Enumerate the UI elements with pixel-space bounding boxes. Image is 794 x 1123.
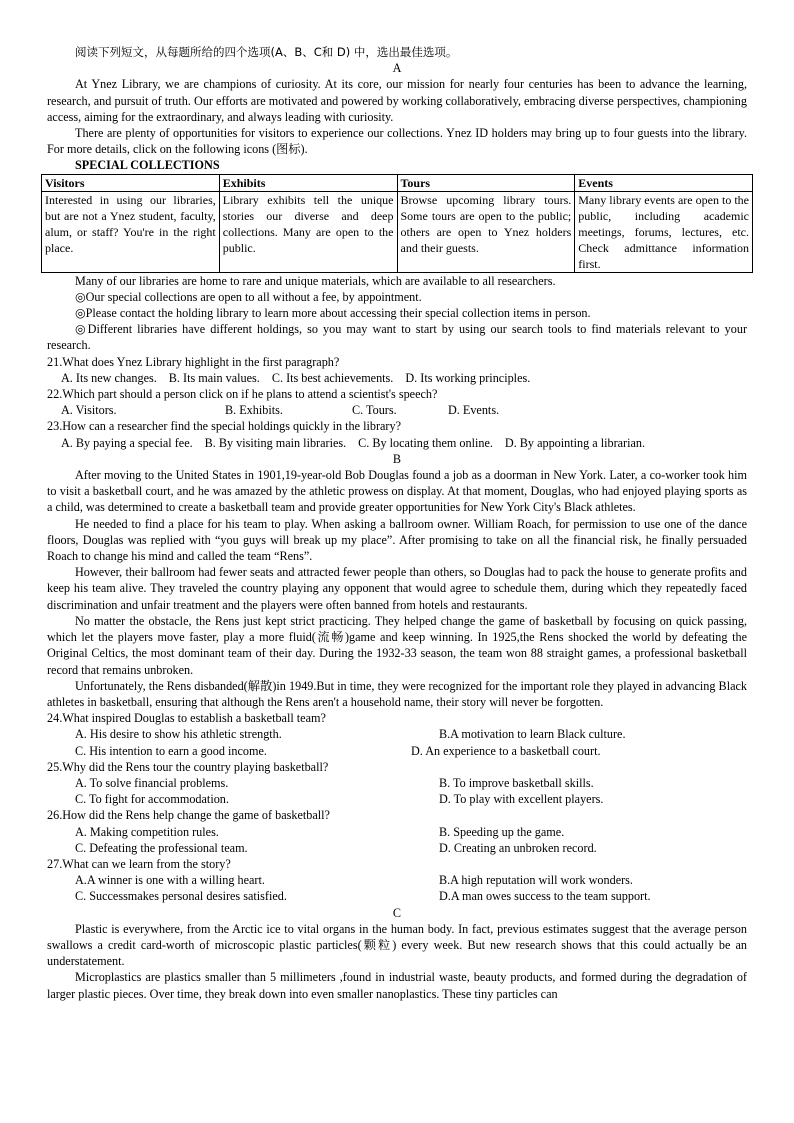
option-c[interactable]: C. Tours. <box>352 403 397 418</box>
option-b[interactable]: B. Speeding up the game. <box>439 824 565 839</box>
passage-b-paragraph: Unfortunately, the Rens disbanded(解散)in 1949.But in time, they were recognized for the important role they played in advancing Black athletes in basketball, ensuring that although the Rens aren't a household name, their story will never be forgotten. <box>47 678 747 709</box>
option-a[interactable]: A. To solve financial problems. <box>75 775 229 790</box>
passage-b-paragraph: No matter the obstacle, the Rens just kept strict practicing. They helped change the game of basketball by focusing on quick passing, which let the players move faster, play a more fluid(流畅)game and keep winning. In 1925,the Rens shocked the world by defeating the Original Celtics, the most dominant team of their day. During the 1932-33 season, the team won 88 straight games, a professional basketball record that remains unbroken. <box>47 613 747 677</box>
exam-page <box>47 44 747 1002</box>
option-a[interactable]: A. His desire to show his athletic strength. <box>75 727 282 742</box>
tab-tours[interactable]: Tours <box>397 174 575 191</box>
passage-a-paragraph: There are plenty of opportunities for visitors to experience our collections. Ynez ID holders may bring up to four guests into the library. For more details, click on the following icons (图标). <box>47 126 747 157</box>
option-c[interactable]: C. Successmakes personal desires satisfied. <box>75 889 287 904</box>
question-27: 27.What can we learn from the story? <box>47 856 231 871</box>
option-c[interactable]: C. By locating them online. <box>358 435 493 450</box>
question-23: 23.How can a researcher find the special holdings quickly in the library? <box>47 419 401 434</box>
option-a[interactable]: A. Making competition rules. <box>75 824 219 839</box>
question-21: 21.What does Ynez Library highlight in the first paragraph? <box>47 354 340 369</box>
option-b[interactable]: B.A motivation to learn Black culture. <box>439 727 626 742</box>
option-a[interactable]: A. By paying a special fee. <box>61 435 193 450</box>
table-cell-visitors: Interested in using our libraries, but are not a Ynez student, faculty, alum, or staff? You're in the right place. <box>42 191 220 272</box>
special-collections-title: SPECIAL COLLECTIONS <box>75 158 220 173</box>
option-b[interactable]: B.A high reputation will work wonders. <box>439 873 633 888</box>
option-a[interactable]: A. Visitors. <box>61 403 117 418</box>
options-21 <box>47 370 747 386</box>
instruction: 阅读下列短文，从每题所给的四个选项(A、B、C和 D) 中，选出最佳选项。 <box>75 45 458 59</box>
option-c[interactable]: C. Defeating the professional team. <box>75 840 248 855</box>
options-23 <box>47 435 747 451</box>
table-cell-exhibits: Library exhibits tell the unique stories our diverse and deep collections. Many are open to the public. <box>219 191 397 272</box>
bullet-item: ◎Different libraries have different holdings, so you may want to start by using our search tools to find materials relevant to your research. <box>47 322 747 353</box>
passage-b-paragraph: However, their ballroom had fewer seats and attracted fewer people than others, so Douglas had to pack the house to generate profits and keep his team alive. They traveled the country playing any opponent that would agree to schedule them, during which they repeatedly faced discrimination and unfair treatment and the players were often banned from hotels and restaurants. <box>47 565 747 612</box>
option-c[interactable]: C. His intention to earn a good income. <box>75 743 267 758</box>
option-d[interactable]: D. Events. <box>448 403 500 418</box>
passage-b-paragraph: He needed to find a place for his team to play. When asking a ballroom owner. William Roach, for permission to use one of the dance floors, Douglas was replied with “you guys will break up my place”. After promising to take on all the financial risk, he finally persuaded Roach to change his mind and called the team “Rens”. <box>47 516 747 564</box>
bullet-item: ◎Please contact the holding library to learn more about accessing their special collection items in person. <box>75 306 591 321</box>
bullet-item: ◎Our special collections are open to all without a fee, by appointment. <box>75 289 422 304</box>
option-b[interactable]: B. By visiting main libraries. <box>204 435 347 450</box>
option-c[interactable]: C. To fight for accommodation. <box>75 792 229 807</box>
options-27-row2 <box>47 888 747 904</box>
tab-exhibits[interactable]: Exhibits <box>219 174 397 191</box>
table-cell-tours: Browse upcoming library tours. Some tours are open to the public; others are open to Ynez holders and their guests. <box>397 191 575 272</box>
option-d[interactable]: D. Creating an unbroken record. <box>439 840 597 855</box>
question-22: 22.Which part should a person click on if he plans to attend a scientist's speech? <box>47 387 438 402</box>
tab-events[interactable]: Events <box>575 174 753 191</box>
question-24: 24.What inspired Douglas to establish a basketball team? <box>47 711 326 726</box>
option-d[interactable]: D. Its working principles. <box>405 370 531 385</box>
option-a[interactable]: A. Its new changes. <box>61 370 157 385</box>
passage-a-label: A <box>392 61 402 76</box>
options-26-row1 <box>47 824 747 840</box>
question-25: 25.Why did the Rens tour the country playing basketball? <box>47 759 329 774</box>
option-d[interactable]: D. By appointing a librarian. <box>504 435 646 450</box>
options-22 <box>47 402 747 418</box>
option-a[interactable]: A.A winner is one with a willing heart. <box>75 873 265 888</box>
option-d[interactable]: D. An experience to a basketball court. <box>411 743 601 758</box>
option-d[interactable]: D. To play with excellent players. <box>439 792 604 807</box>
option-c[interactable]: C. Its best achievements. <box>271 370 394 385</box>
options-24-row1 <box>47 726 747 742</box>
option-b[interactable]: B. Exhibits. <box>225 403 283 418</box>
options-27-row1 <box>47 872 747 888</box>
options-24-row2 <box>47 743 747 759</box>
option-b[interactable]: B. Its main values. <box>168 370 260 385</box>
table-cell-events: Many library events are open to the public, including academic meetings, forums, lectures, etc. Check admittance information first. <box>575 191 753 272</box>
passage-b-paragraph: After moving to the United States in 1901,19-year-old Bob Douglas found a job as a doorman in New York. Later, a co-worker took him to visit a basketball court, and he was amazed by the athletic prowess on display. At that moment, Douglas, who had enjoyed playing sports as a child, was determined to create a basketball team and provide greater opportunities for New York City's Black athletes. <box>47 468 747 515</box>
passage-c-paragraph: Plastic is everywhere, from the Arctic ice to vital organs in the human body. In fact, previous estimates suggest that the average person swallows a credit card-worth of microscopic plastic particles(颗粒) every week. But new research shows that this could actually be an understatement. <box>47 921 747 969</box>
options-26-row2 <box>47 840 747 856</box>
question-26: 26.How did the Rens help change the game of basketball? <box>47 808 330 823</box>
passage-c-paragraph: Microplastics are plastics smaller than 5 millimeters ,found in industrial waste, beauty products, and formed during the degradation of larger plastic pieces. Over time, they break down into even smaller nanoplastics. These tiny particles can <box>47 970 747 1001</box>
options-25-row2 <box>47 791 747 807</box>
option-d[interactable]: D.A man owes success to the team support. <box>439 889 651 904</box>
passage-a-paragraph: Many of our libraries are home to rare and unique materials, which are available to all researchers. <box>75 273 556 288</box>
tab-visitors[interactable]: Visitors <box>42 174 220 191</box>
options-25-row1 <box>47 775 747 791</box>
passage-b-label: B <box>392 451 402 466</box>
passage-c-label: C <box>392 905 402 920</box>
passage-a-paragraph: At Ynez Library, we are champions of curiosity. At its core, our mission for nearly four centuries has been to advance the learning, research, and pursuit of truth. Our efforts are motivated and powered by working collaboratively, embracing diverse perspectives, championing access, aiming for the extraordinary, and always leading with curiosity. <box>47 77 747 124</box>
option-b[interactable]: B. To improve basketball skills. <box>439 775 594 790</box>
special-collections-table <box>41 174 753 273</box>
